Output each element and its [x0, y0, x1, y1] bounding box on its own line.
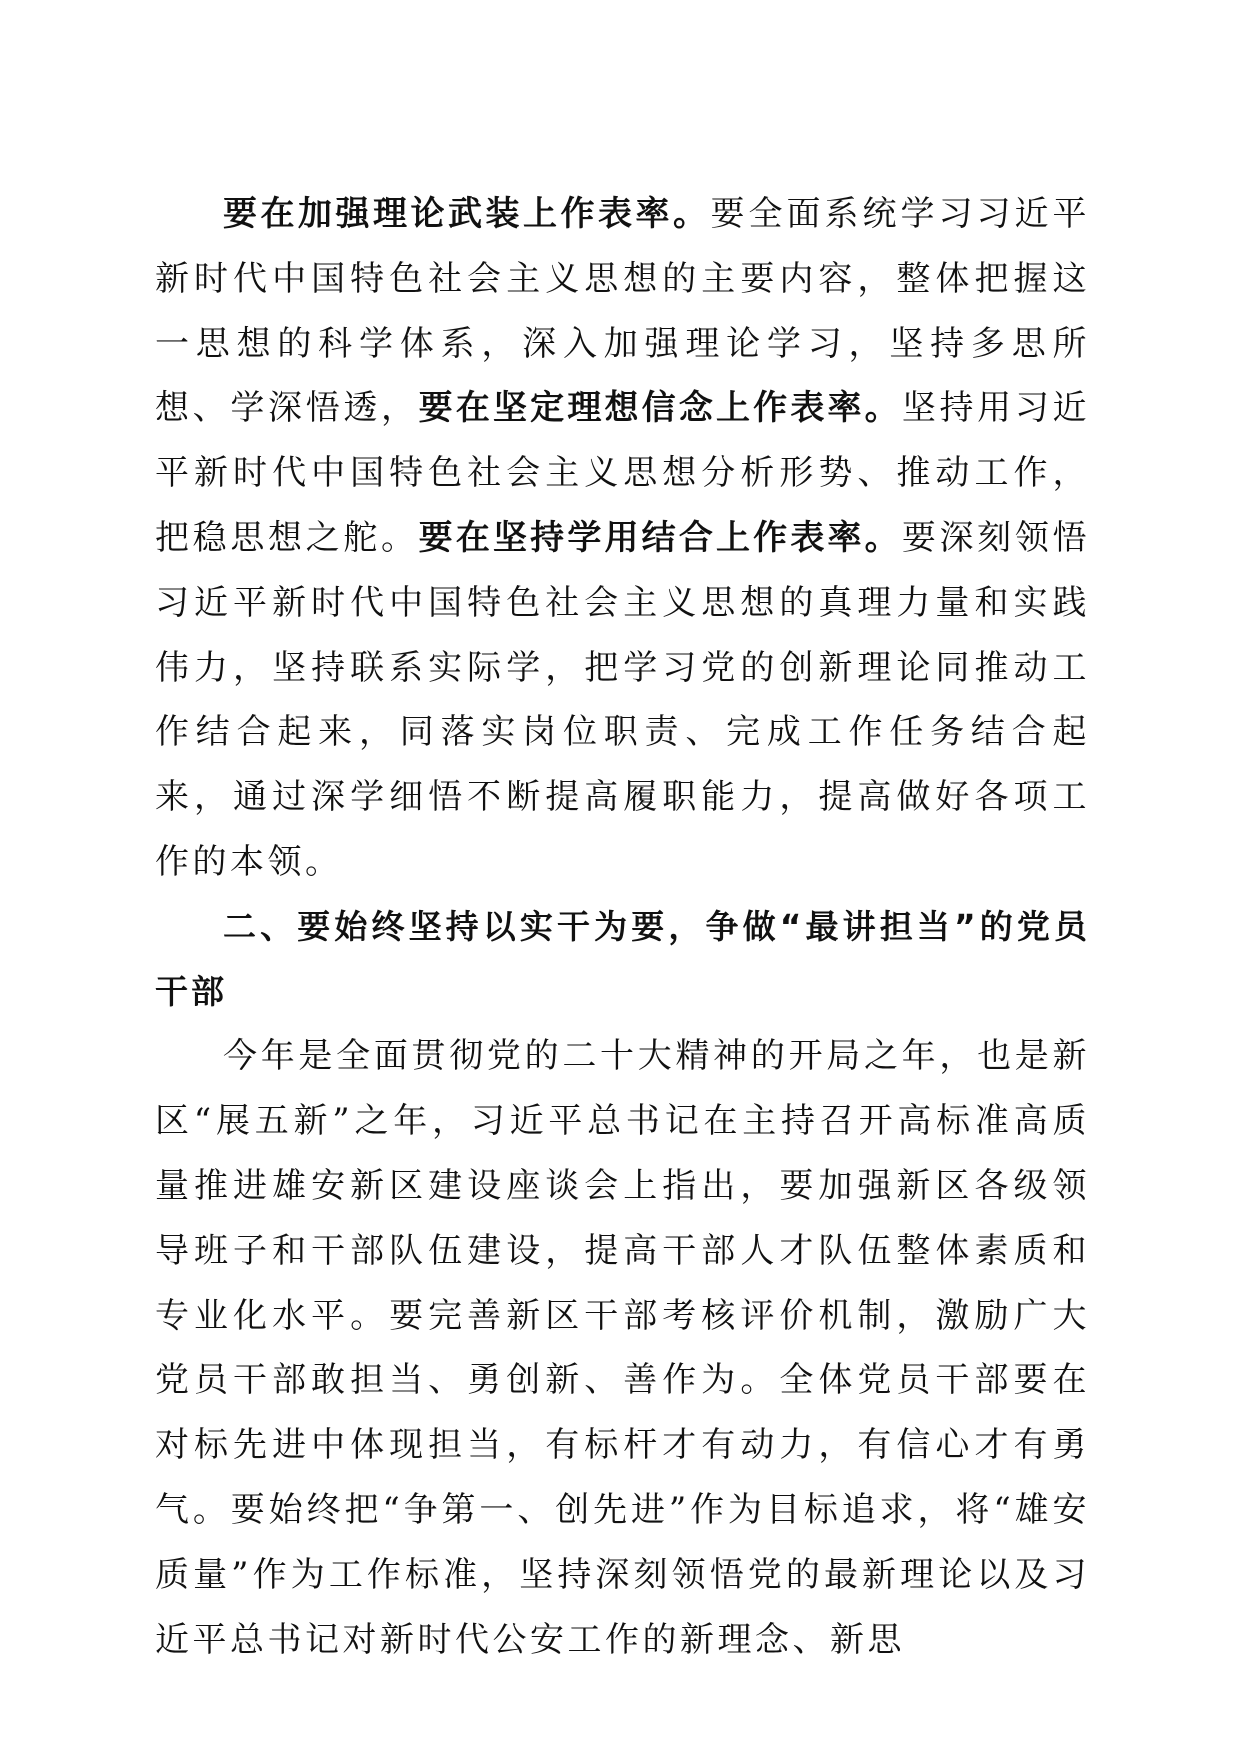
- bold-lead-practice: 要在坚持学用结合上作表率。: [418, 517, 902, 558]
- section-heading-2: 二、要始终坚持以实干为要，争做“最讲担当”的党员干部: [155, 906, 1090, 1011]
- paragraph-responsibility: 今年是全面贯彻党的二十大精神的开局之年，也是新区“展五新”之年，习近平总书记在主持召开高标准高质量推进雄安新区建设座谈会上指出，要加强新区各级领导班子和干部队伍建设，提高干部人才队伍整体素质和专业化水平。要完善新区干部考核评价机制，激励广大党员干部敢担当、勇创新、善作为。全体党员干部要在对标先进中体现担当，有标杆才有动力，有信心才有勇气。要始终把“争第一、创先进”作为目标追求，将“雄安质量”作为工作标准，坚持深刻领悟党的最新理论以及习近平总书记对新时代公安工作的新理念、新思: [155, 1036, 1090, 1660]
- paragraph-text: 要深刻领悟习近平新时代中国特色社会主义思想的真理力量和实践伟力，坚持联系实际学，把学习党的创新理论同推动工作结合起来，同落实岗位职责、完成工作任务结合起来，通过深学细悟不断提高履职能力，提高做好各项工作的本领。: [155, 517, 1091, 882]
- document-page: [155, 182, 1090, 1672]
- paragraph-text: 坚持用习近平新时代中国特色社会主义思想分析形势、推动工作，把稳思想之舵。: [155, 388, 1091, 558]
- paragraph-text: 要全面系统学习习近平新时代中国特色社会主义思想的主要内容，整体把握这一思想的科学体系，深入加强理论学习，坚持多思所想、学深悟透，: [155, 194, 1090, 429]
- bold-lead-ideals: 要在坚定理想信念上作表率。: [418, 388, 902, 429]
- bold-lead-theory: 要在加强理论武装上作表率。: [223, 194, 711, 234]
- paragraph-theory-study: [155, 182, 1090, 895]
